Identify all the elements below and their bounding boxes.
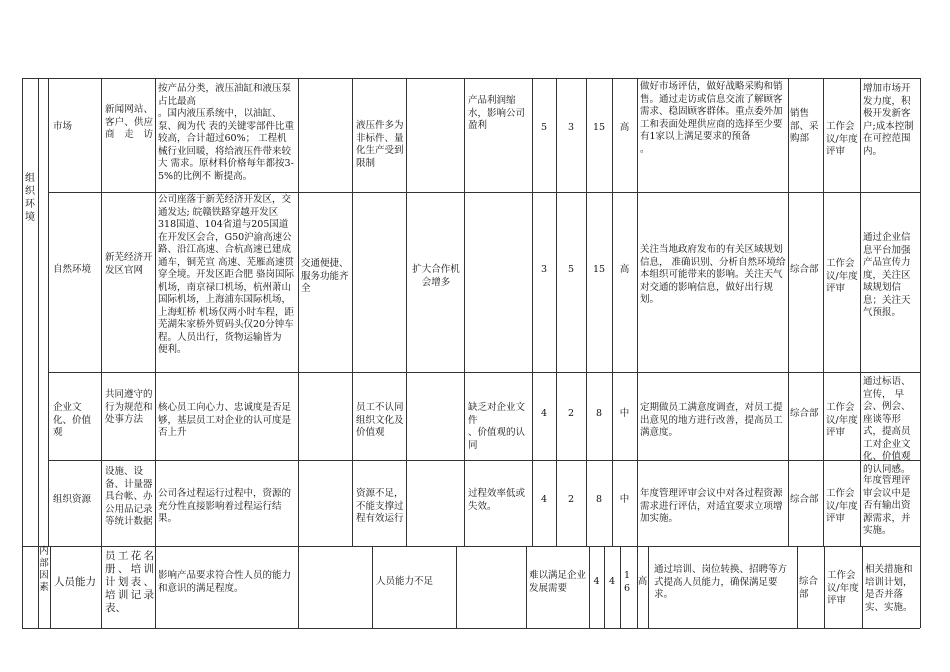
measure-cell: 年度管理评审会议中对各过程资源需求进行评估，对适宜要求立项增加实施。: [640, 488, 783, 524]
score-cell: 16: [623, 570, 631, 594]
impact-cell: 过程效率低或失效。: [468, 488, 526, 512]
threat-cell: 员工不认同组织文化及价值观: [356, 402, 404, 438]
dept-cell: 综合部: [799, 576, 819, 600]
measure-cell: 关注当地政府发布的有关区域规划信息， 准确识别、分析自然环境给本组织可能带来的影响。关注天气对交通的影响信息，做好出行规划。: [640, 244, 786, 305]
content-cell: 公司各过程运行过程中，资源的充分性直接影响着过程运行结果。: [158, 488, 292, 524]
source-cell: 共同遵守的行为规范和处事方法: [105, 389, 153, 425]
method-cell: 工作会议/年度评审: [826, 258, 858, 294]
level-cell: 高: [619, 264, 630, 275]
factor-cell: 自然环境: [53, 264, 92, 275]
action-cell: 年度管理评审会议中是否有输出资源需求，并实施。: [863, 475, 911, 536]
measure-cell: 做好市场评估，做好战略采购和销售。通过走访或信息交流了解顾客需求、稳固顾客群体。重点委外加工和表面处理供应商的选择至少要有1家以上满足要求的预备 。: [640, 81, 783, 155]
content-cell: 按产品分类，液压油缸和液压泵占比最高 。国内液压系统中，以油缸、泵、阀为代 表的关键零部件比重较高，合计超过60%； 工程机械行业回暖，将给液压件带来较大 需求。原材料价格每年都按3-5%的比例不 断提高。: [158, 83, 295, 182]
action-cell: 通过标语、宣传， 早会、例会、座谈等形式，提高员工对企业文化、价值观的认同感。: [863, 376, 911, 475]
score-cell: 15: [592, 122, 606, 133]
threat-cell: 液压件多为非标件、量化生产受到限制: [356, 120, 404, 169]
content-cell: 公司座落于新芜经济开发区，交通发达; 皖赣铁路穿越开发区318国道、104省道与205国道在开发区会合，G50沪渝高速公路、沿江高速、合杭高速已建成通车，铜芜宣 高速、芜雁高速贯穿全境。开发区距合肥 骆岗国际机场，南京禄口机场，杭州萧山 国际机场，上海浦东国际机场，上海虹桥 机场仅两小时车程，距芜湖朱家桥外贸码头仅20分钟车程。人员出行，货物运输皆为 便利。: [158, 194, 295, 355]
measure-cell: 通过培训、岗位转换、招聘等方式提高人员能力，确保满足要求。: [654, 564, 788, 600]
severity-cell: 2: [567, 408, 575, 419]
probability-cell: 4: [540, 408, 548, 419]
category-org-env: 组织环境: [25, 173, 35, 223]
probability-cell: 3: [540, 264, 548, 275]
factor-cell: 市场: [53, 121, 73, 132]
category-internal: 内部因素: [39, 546, 49, 593]
method-cell: 工作会议/年度评审: [827, 570, 859, 606]
severity-cell: 3: [567, 122, 575, 133]
source-cell: 员工花名册、培训计划表、培训记录表、: [105, 550, 154, 614]
action-cell: 增加市场开发力度，积极开发新客户;成本控制在可控范围内。: [863, 83, 914, 157]
method-cell: 工作会议/年度评审: [826, 488, 858, 524]
source-cell: 新闻网站、客户、供应商走访: [105, 104, 153, 140]
dept-cell: 销售部、采购部: [790, 108, 819, 144]
severity-cell: 4: [608, 576, 616, 587]
severity-cell: 2: [567, 494, 575, 505]
dept-cell: 综合部: [790, 264, 819, 275]
factor-cell: 组织资源: [53, 494, 92, 505]
impact-cell: 产品利润缩水，影响公司盈利: [468, 95, 526, 131]
source-cell: 设施、设备、计量器具台帐、办公用品记录等统计数据: [105, 466, 153, 527]
level-cell: 中: [619, 494, 630, 505]
content-cell: 核心员工向心力、忠诚度是否足够，基层员工对企业的认可度是否上升: [158, 402, 292, 438]
probability-cell: 5: [540, 122, 548, 133]
action-cell: 相关措施和培训计划，是否并落实、实施。: [865, 564, 913, 613]
probability-cell: 4: [593, 576, 600, 587]
score-cell: 8: [595, 408, 603, 419]
level-cell: 高: [637, 576, 648, 587]
level-cell: 中: [619, 408, 630, 419]
score-cell: 8: [595, 494, 603, 505]
measure-cell: 定期做员工满意度调查，对员工提出意见的地方进行改善，提高员工满意度。: [640, 402, 783, 438]
method-cell: 工作会议/年度评审: [826, 121, 858, 157]
probability-cell: 4: [540, 494, 548, 505]
impact-cell: 缺乏对企业文件 、价值观的认同: [468, 402, 526, 451]
dept-cell: 综合部: [790, 408, 819, 419]
severity-cell: 5: [567, 264, 575, 275]
factor-cell: 人员能力: [54, 576, 96, 588]
impact-cell: 难以满足企业发展需要: [529, 570, 587, 594]
opportunity-cell: 交通便捷、服务功能齐全: [301, 258, 349, 294]
content-cell: 影响产品要求符合性人员的能力和意识的满足程度。: [158, 570, 292, 594]
threat-cell: 人员能力不足: [376, 576, 434, 587]
threat-cell: 资源不足，不能支撑过程有效运行: [356, 488, 404, 524]
dept-cell: 综合部: [790, 494, 819, 505]
source-cell: 新芜经济开发区官网: [105, 252, 153, 276]
method-cell: 工作会议/年度评审: [826, 402, 858, 438]
level-cell: 高: [619, 122, 630, 133]
action-cell: 通过企业信息平台加强产品宣传力度，关注区域规划信息；关注天气预报。: [863, 232, 911, 318]
benefit-cell: 扩大合作机会增多: [412, 264, 460, 288]
score-cell: 15: [592, 264, 606, 275]
factor-cell: 企业文化、价值观: [53, 402, 92, 438]
